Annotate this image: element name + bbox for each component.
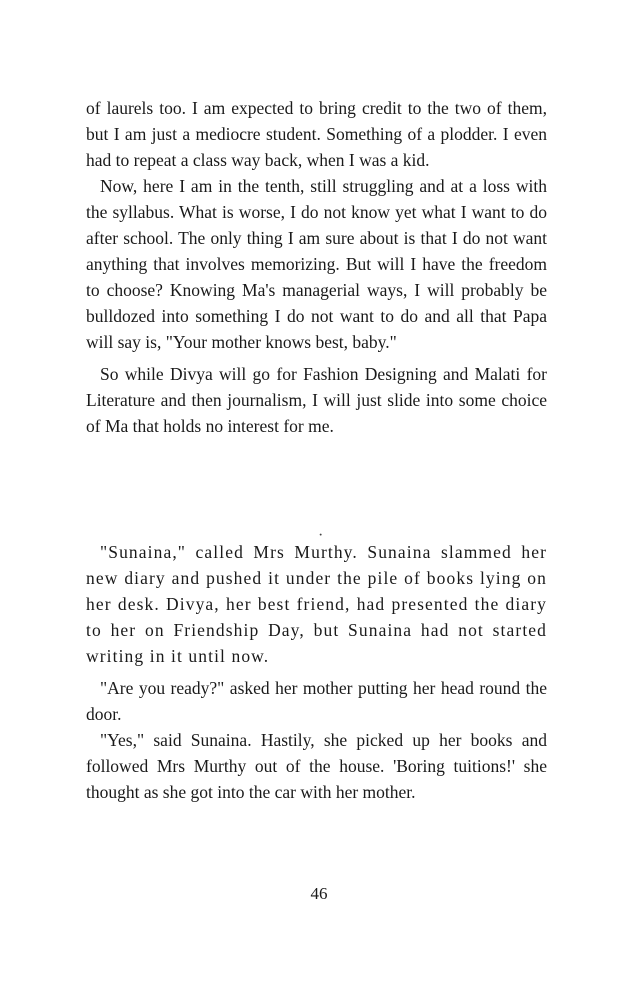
paragraph: "Are you ready?" asked her mother putting her head round the door.: [86, 678, 547, 724]
page-number: 46: [310, 884, 328, 903]
text-block-bottom: [86, 539, 547, 805]
paragraph: "Sunaina," called Mrs Murthy. Sunaina slammed her new diary and pushed it under the pile of books lying on her desk. Divya, her best friend, had presented the diary to her on Friendship Day, but Sunaina had not started writing in it until now.: [86, 542, 547, 666]
paragraph: Now, here I am in the tenth, still struggling and at a loss with the syllabus. What is worse, I do not know yet what I want to do after school. The only thing I am sure about is that I do not want anything that involves memorizing. But will I have the freedom to choose? Knowing Ma's managerial ways, I will probably be bulldozed into something I do not want to do and all that Papa will say is, "Your mother knows best, baby.": [86, 176, 547, 352]
paragraph: So while Divya will go for Fashion Designing and Malati for Literature and then journalism, I will just slide into some choice of Ma that holds no interest for me.: [86, 364, 547, 436]
text-block-top: [86, 95, 547, 439]
paragraph: "Yes," said Sunaina. Hastily, she picked up her books and followed Mrs Murthy out of the house. 'Boring tuitions!' she thought as she got into the car with her mother.: [86, 730, 547, 802]
section-separator: ·: [318, 527, 324, 544]
paragraph: of laurels too. I am expected to bring credit to the two of them, but I am just a mediocre student. Something of a plodder. I even had to repeat a class way back, when I was a kid.: [86, 98, 547, 170]
